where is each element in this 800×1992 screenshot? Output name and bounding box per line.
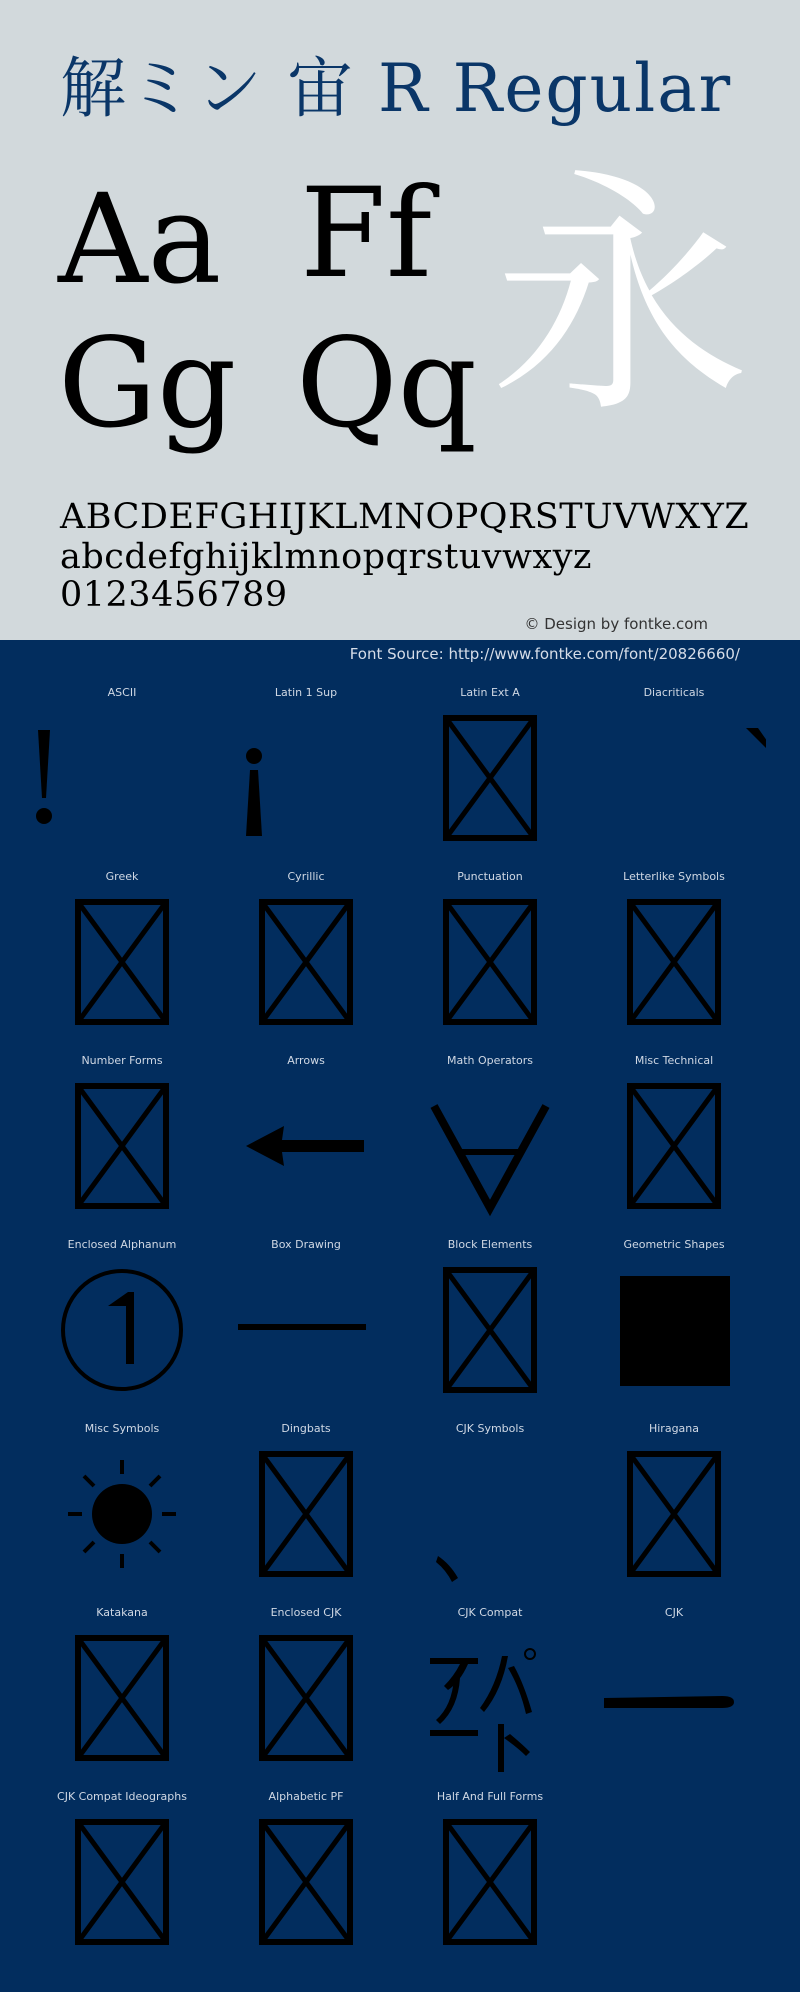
glyph-notdef-icon (214, 1812, 398, 1960)
block-label: CJK Symbols (455, 1422, 525, 1435)
glyph-circled-one-icon (30, 1260, 214, 1408)
glyph-exclamdown-icon (214, 708, 398, 856)
block-label: Misc Technical (634, 1054, 714, 1067)
block-label: ASCII (107, 686, 137, 699)
block-cell-box-drawing (214, 1238, 398, 1422)
block-label: CJK Compat (457, 1606, 523, 1619)
block-cell-diacriticals (582, 686, 766, 870)
sample-pair-aa: Aa (58, 168, 222, 312)
block-cell-letterlike-symbols (582, 870, 766, 1054)
block-cell-hiragana (582, 1422, 766, 1606)
block-label: Math Operators (447, 1054, 533, 1067)
sample-pair-qq: Qq (296, 312, 478, 456)
block-cell-arrows (214, 1054, 398, 1238)
glyph-sun-icon (30, 1444, 214, 1592)
block-label: Dingbats (281, 1422, 331, 1435)
block-label: Geometric Shapes (623, 1238, 725, 1251)
block-cell-latin-ext-a (398, 686, 582, 870)
glyph-notdef-icon (214, 1628, 398, 1776)
glyph-notdef-icon (398, 708, 582, 856)
block-label: Cyrillic (287, 870, 325, 883)
block-cell-dingbats (214, 1422, 398, 1606)
specimen-header (0, 0, 800, 640)
block-cell-enclosed-cjk (214, 1606, 398, 1790)
block-label: Punctuation (457, 870, 523, 883)
sample-pair-gg: Gg (58, 312, 237, 456)
block-label: Diacriticals (643, 686, 705, 699)
glyph-notdef-icon (30, 1628, 214, 1776)
block-label: Block Elements (447, 1238, 533, 1251)
glyph-ideographic-comma-icon (398, 1444, 582, 1592)
block-label: Katakana (96, 1606, 148, 1619)
glyph-arrow-left-icon (214, 1076, 398, 1224)
block-label: Enclosed Alphanum (67, 1238, 177, 1251)
glyph-box-line-icon (214, 1260, 398, 1408)
block-label: Half And Full Forms (436, 1790, 544, 1803)
block-cell-cjk-symbols (398, 1422, 582, 1606)
block-cell-greek (30, 870, 214, 1054)
block-label: CJK (664, 1606, 684, 1619)
glyph-notdef-icon (398, 892, 582, 1040)
block-label: Number Forms (81, 1054, 163, 1067)
font-title: 解ミン 宙 R Regular (60, 50, 733, 127)
block-label: Arrows (287, 1054, 325, 1067)
block-cell-alphabetic-pf (214, 1790, 398, 1974)
block-cell-cjk-compat (398, 1606, 582, 1790)
glyph-ichi-icon (582, 1628, 766, 1776)
glyph-notdef-icon (214, 892, 398, 1040)
block-label: Latin Ext A (460, 686, 520, 699)
block-cell-misc-technical (582, 1054, 766, 1238)
block-cell-geometric-shapes (582, 1238, 766, 1422)
block-cell-number-forms (30, 1054, 214, 1238)
block-label: Misc Symbols (84, 1422, 160, 1435)
glyph-grave-icon (582, 708, 766, 856)
block-cell-ascii (30, 686, 214, 870)
digits-sample: 0123456789 (60, 575, 288, 615)
sample-pair-ff: Ff (300, 162, 432, 306)
glyph-notdef-icon (30, 1812, 214, 1960)
kanji-sample: 永 (490, 147, 750, 449)
design-credit: © Design by fontke.com (524, 615, 708, 633)
uppercase-sample: ABCDEFGHIJKLMNOPQRSTUVWXYZ (60, 497, 750, 537)
glyph-notdef-icon (398, 1812, 582, 1960)
block-label: Hiragana (648, 1422, 700, 1435)
block-cell-misc-symbols (30, 1422, 214, 1606)
block-cell-enclosed-alphanum (30, 1238, 214, 1422)
block-cell-block-elements (398, 1238, 582, 1422)
block-label: Enclosed CJK (270, 1606, 342, 1619)
block-label: Box Drawing (271, 1238, 341, 1251)
block-cell-latin-1-sup (214, 686, 398, 870)
font-source-link[interactable]: Font Source: http://www.fontke.com/font/20826660/ (349, 645, 740, 663)
block-cell-cjk-compat-ideographs (30, 1790, 214, 1974)
glyph-notdef-icon (30, 1076, 214, 1224)
glyph-exclam-icon (30, 708, 214, 856)
block-label: Latin 1 Sup (274, 686, 338, 699)
glyph-notdef-icon (214, 1444, 398, 1592)
block-label: Letterlike Symbols (623, 870, 725, 883)
block-label: Greek (105, 870, 139, 883)
block-cell-katakana (30, 1606, 214, 1790)
block-cell-cjk (582, 1606, 766, 1790)
lowercase-sample: abcdefghijklmnopqrstuvwxyz (60, 537, 592, 577)
block-label: CJK Compat Ideographs (57, 1790, 187, 1803)
glyph-notdef-icon (582, 1076, 766, 1224)
glyph-notdef-icon (30, 892, 214, 1040)
glyph-forall-icon (398, 1076, 582, 1224)
block-cell-cyrillic (214, 870, 398, 1054)
block-cell-math-operators (398, 1054, 582, 1238)
block-label: Alphabetic PF (268, 1790, 344, 1803)
glyph-apaato-icon (398, 1628, 582, 1776)
glyph-black-square-icon (582, 1260, 766, 1408)
block-cell-half-and-full-forms (398, 1790, 582, 1974)
glyph-notdef-icon (582, 1444, 766, 1592)
glyph-notdef-icon (398, 1260, 582, 1408)
glyph-notdef-icon (582, 892, 766, 1040)
block-cell-punctuation (398, 870, 582, 1054)
